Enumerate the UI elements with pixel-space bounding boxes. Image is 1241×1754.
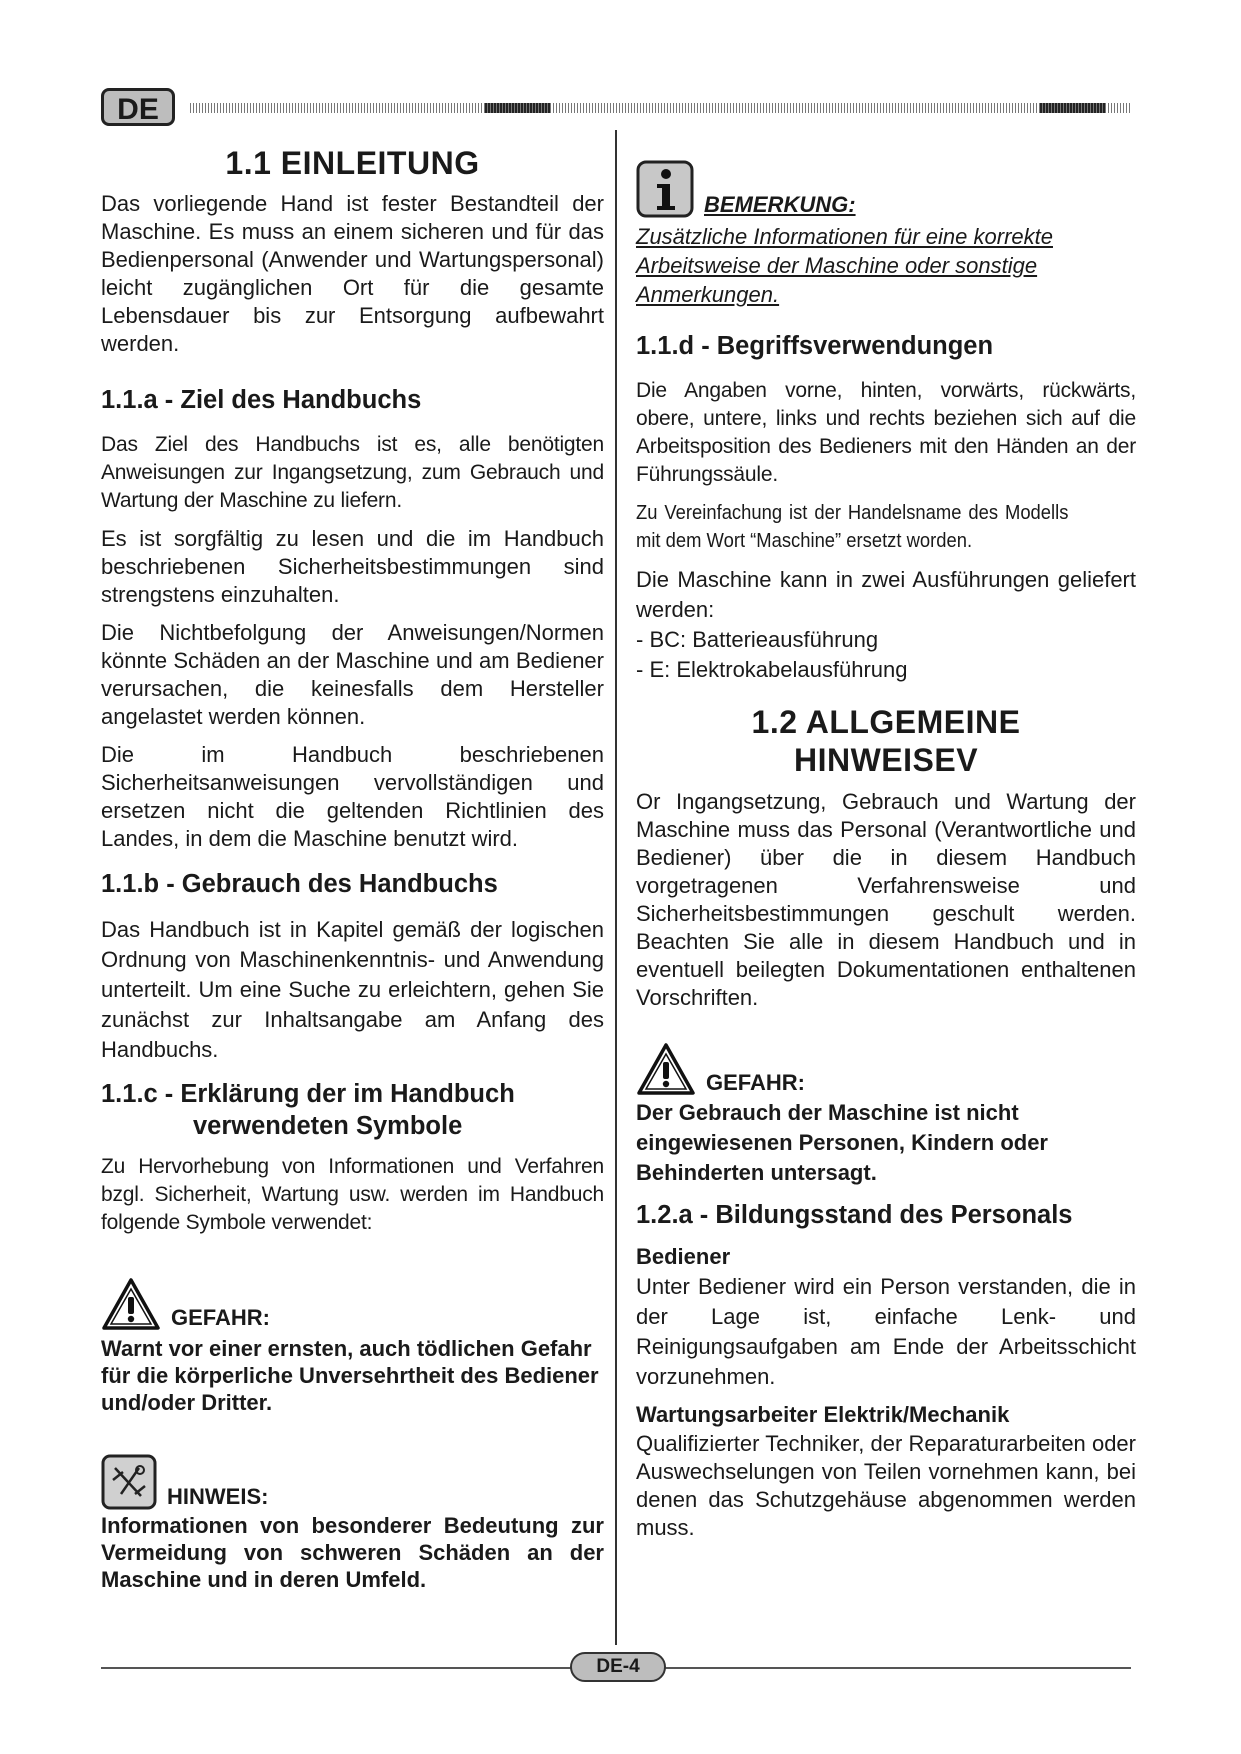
- maintenance-description: Qualifizierter Techniker, der Reparaturarbeiten oder Auswechselungen von Teilen vornehmen kann, bei denen das Schutzgehäuse abgenommen werden muss.: [636, 1430, 1136, 1540]
- begriffe-paragraph-3: Die Maschine kann in zwei Ausführungen geliefert werden:: [636, 566, 1136, 622]
- section-title-allgemeine-line2: HINWEISEV: [793, 742, 979, 779]
- heading-gebrauch: 1.1.b - Gebrauch des Handbuchs: [101, 870, 498, 899]
- page-number: DE-4: [570, 1652, 666, 1682]
- intro-paragraph: Das vorliegende Hand ist fester Bestandteil der Maschine. Es muss an einem sicheren und für das Bedienpersonal (Anwender und Wartungspersonal) leicht zugänglichen Ort für die gesamte Lebensdauer bis zur Entsorgung aufbewahrt werden.: [101, 191, 604, 357]
- warning-triangle-icon: [101, 1277, 161, 1331]
- ziel-paragraph-3: Die Nichtbefolgung der Anweisungen/Normen könnte Schäden an der Maschine und am Bediener verursachen, die keinesfalls dem Hersteller angelastet werden können.: [101, 620, 604, 730]
- wrench-hint-icon: [101, 1454, 157, 1510]
- operator-description: Unter Bediener wird ein Person verstanden, die in der Lage ist, einfache Lenk- und Reinigungsaufgaben am Ende der Arbeitsschicht vorzunehmen.: [636, 1273, 1136, 1389]
- danger-description: Warnt vor einer ernsten, auch tödlichen Gefahr für die körperliche Unversehrtheit des Bediener und/oder Dritter.: [101, 1335, 599, 1415]
- variant-e: - E: Elektrokabelausführung: [636, 656, 908, 682]
- warning-triangle-icon: [636, 1042, 696, 1096]
- note-label: BEMERKUNG:: [704, 192, 856, 217]
- info-icon: [636, 160, 694, 218]
- hint-description: Informationen von besonderer Bedeutung zur Vermeidung von schweren Schäden an der Maschine und in deren Umfeld.: [101, 1512, 604, 1592]
- danger-label-right: GEFAHR:: [706, 1069, 805, 1095]
- heading-begriffe: 1.1.d - Begriffsverwendungen: [636, 332, 994, 360]
- note-description: Zusätzliche Informationen für eine korrekte Arbeitsweise der Maschine oder sonstige Anmerkungen.: [636, 224, 1053, 307]
- begriffe-paragraph-1: Die Angaben vorne, hinten, vorwärts, rückwärts, obere, untere, links und rechts beziehen sich auf die Arbeitsposition des Bedieners mit den Händen an der Führungssäule.: [636, 378, 1136, 486]
- hint-label: HINWEIS:: [167, 1483, 269, 1509]
- header-rule-accent: [1040, 103, 1105, 113]
- gebrauch-paragraph: Das Handbuch ist in Kapitel gemäß der logischen Ordnung von Maschinenkenntnis- und Anwendung unterteilt. Um eine Suche zu erleichtern, gehen Sie zunächst zur Inhaltsangabe am Anfang des Handbuchs.: [101, 917, 604, 1063]
- heading-symbole-line2: verwendeten Symbole: [193, 1112, 463, 1141]
- allgemeine-paragraph: Or Ingangsetzung, Gebrauch und Wartung der Maschine muss das Personal (Verantwortliche und Bediener) über die in diesem Handbuch vorgetragenen Verfahrensweise und Sicherheitsbestimmungen geschult werden. Beachten Sie alle in diesem Handbuch und in eventuell beilegten Dokumentationen enthaltenen Vorschriften.: [636, 788, 1136, 1010]
- danger-label: GEFAHR:: [171, 1304, 270, 1330]
- heading-bildungsstand: 1.2.a - Bildungsstand des Personals: [636, 1200, 1073, 1229]
- section-title-einleitung: 1.1 EINLEITUNG: [225, 145, 480, 181]
- danger-symbol-row: [101, 1277, 604, 1331]
- heading-ziel: 1.1.a - Ziel des Handbuchs: [101, 386, 422, 415]
- maintenance-title: Wartungsarbeiter Elektrik/Mechanik: [636, 1401, 1010, 1427]
- language-badge: DE: [101, 88, 175, 126]
- begriffe-paragraph-2: Zu Vereinfachung ist der Handelsname des Modells mit dem Wort “Maschine” ersetzt worden.: [636, 501, 1069, 552]
- danger-symbol-row-right: [636, 1042, 1136, 1096]
- operator-title: Bediener: [636, 1243, 731, 1269]
- symbole-paragraph: Zu Hervorhebung von Informationen und Verfahren bzgl. Sicherheit, Wartung usw. werden im Handbuch folgende Symbole verwendet:: [101, 1154, 604, 1234]
- section-title-allgemeine: 1.2 ALLGEMEINE: [751, 703, 1021, 740]
- header-rule-accent: [485, 103, 550, 113]
- hint-symbol-row: [101, 1454, 604, 1510]
- header-rule: [190, 103, 1130, 113]
- left-column: [101, 140, 604, 1593]
- heading-symbole: 1.1.c - Erklärung der im Handbuch: [101, 1080, 515, 1109]
- column-divider: [615, 130, 617, 1645]
- ziel-paragraph-2: Es ist sorgfältig zu lesen und die im Handbuch beschriebenen Sicherheitsbestimmungen sind strengstens einzuhalten.: [101, 526, 604, 608]
- ziel-paragraph-1: Das Ziel des Handbuchs ist es, alle benötigten Anweisungen zur Ingangsetzung, zum Gebrauch und Wartung der Maschine zu liefern.: [101, 433, 604, 513]
- right-column: [636, 160, 1136, 1542]
- ziel-paragraph-4: Die im Handbuch beschriebenen Sicherheitsanweisungen vervollständigen und ersetzen nicht die geltenden Richtlinien des Landes, in dem die Maschine benutzt wird.: [101, 742, 604, 852]
- danger-description-right: Der Gebrauch der Maschine ist nicht eingewiesenen Personen, Kindern oder Behinderten untersagt.: [636, 1099, 1048, 1185]
- variant-bc: - BC: Batterieausführung: [636, 626, 879, 652]
- note-symbol-row: [636, 160, 1136, 218]
